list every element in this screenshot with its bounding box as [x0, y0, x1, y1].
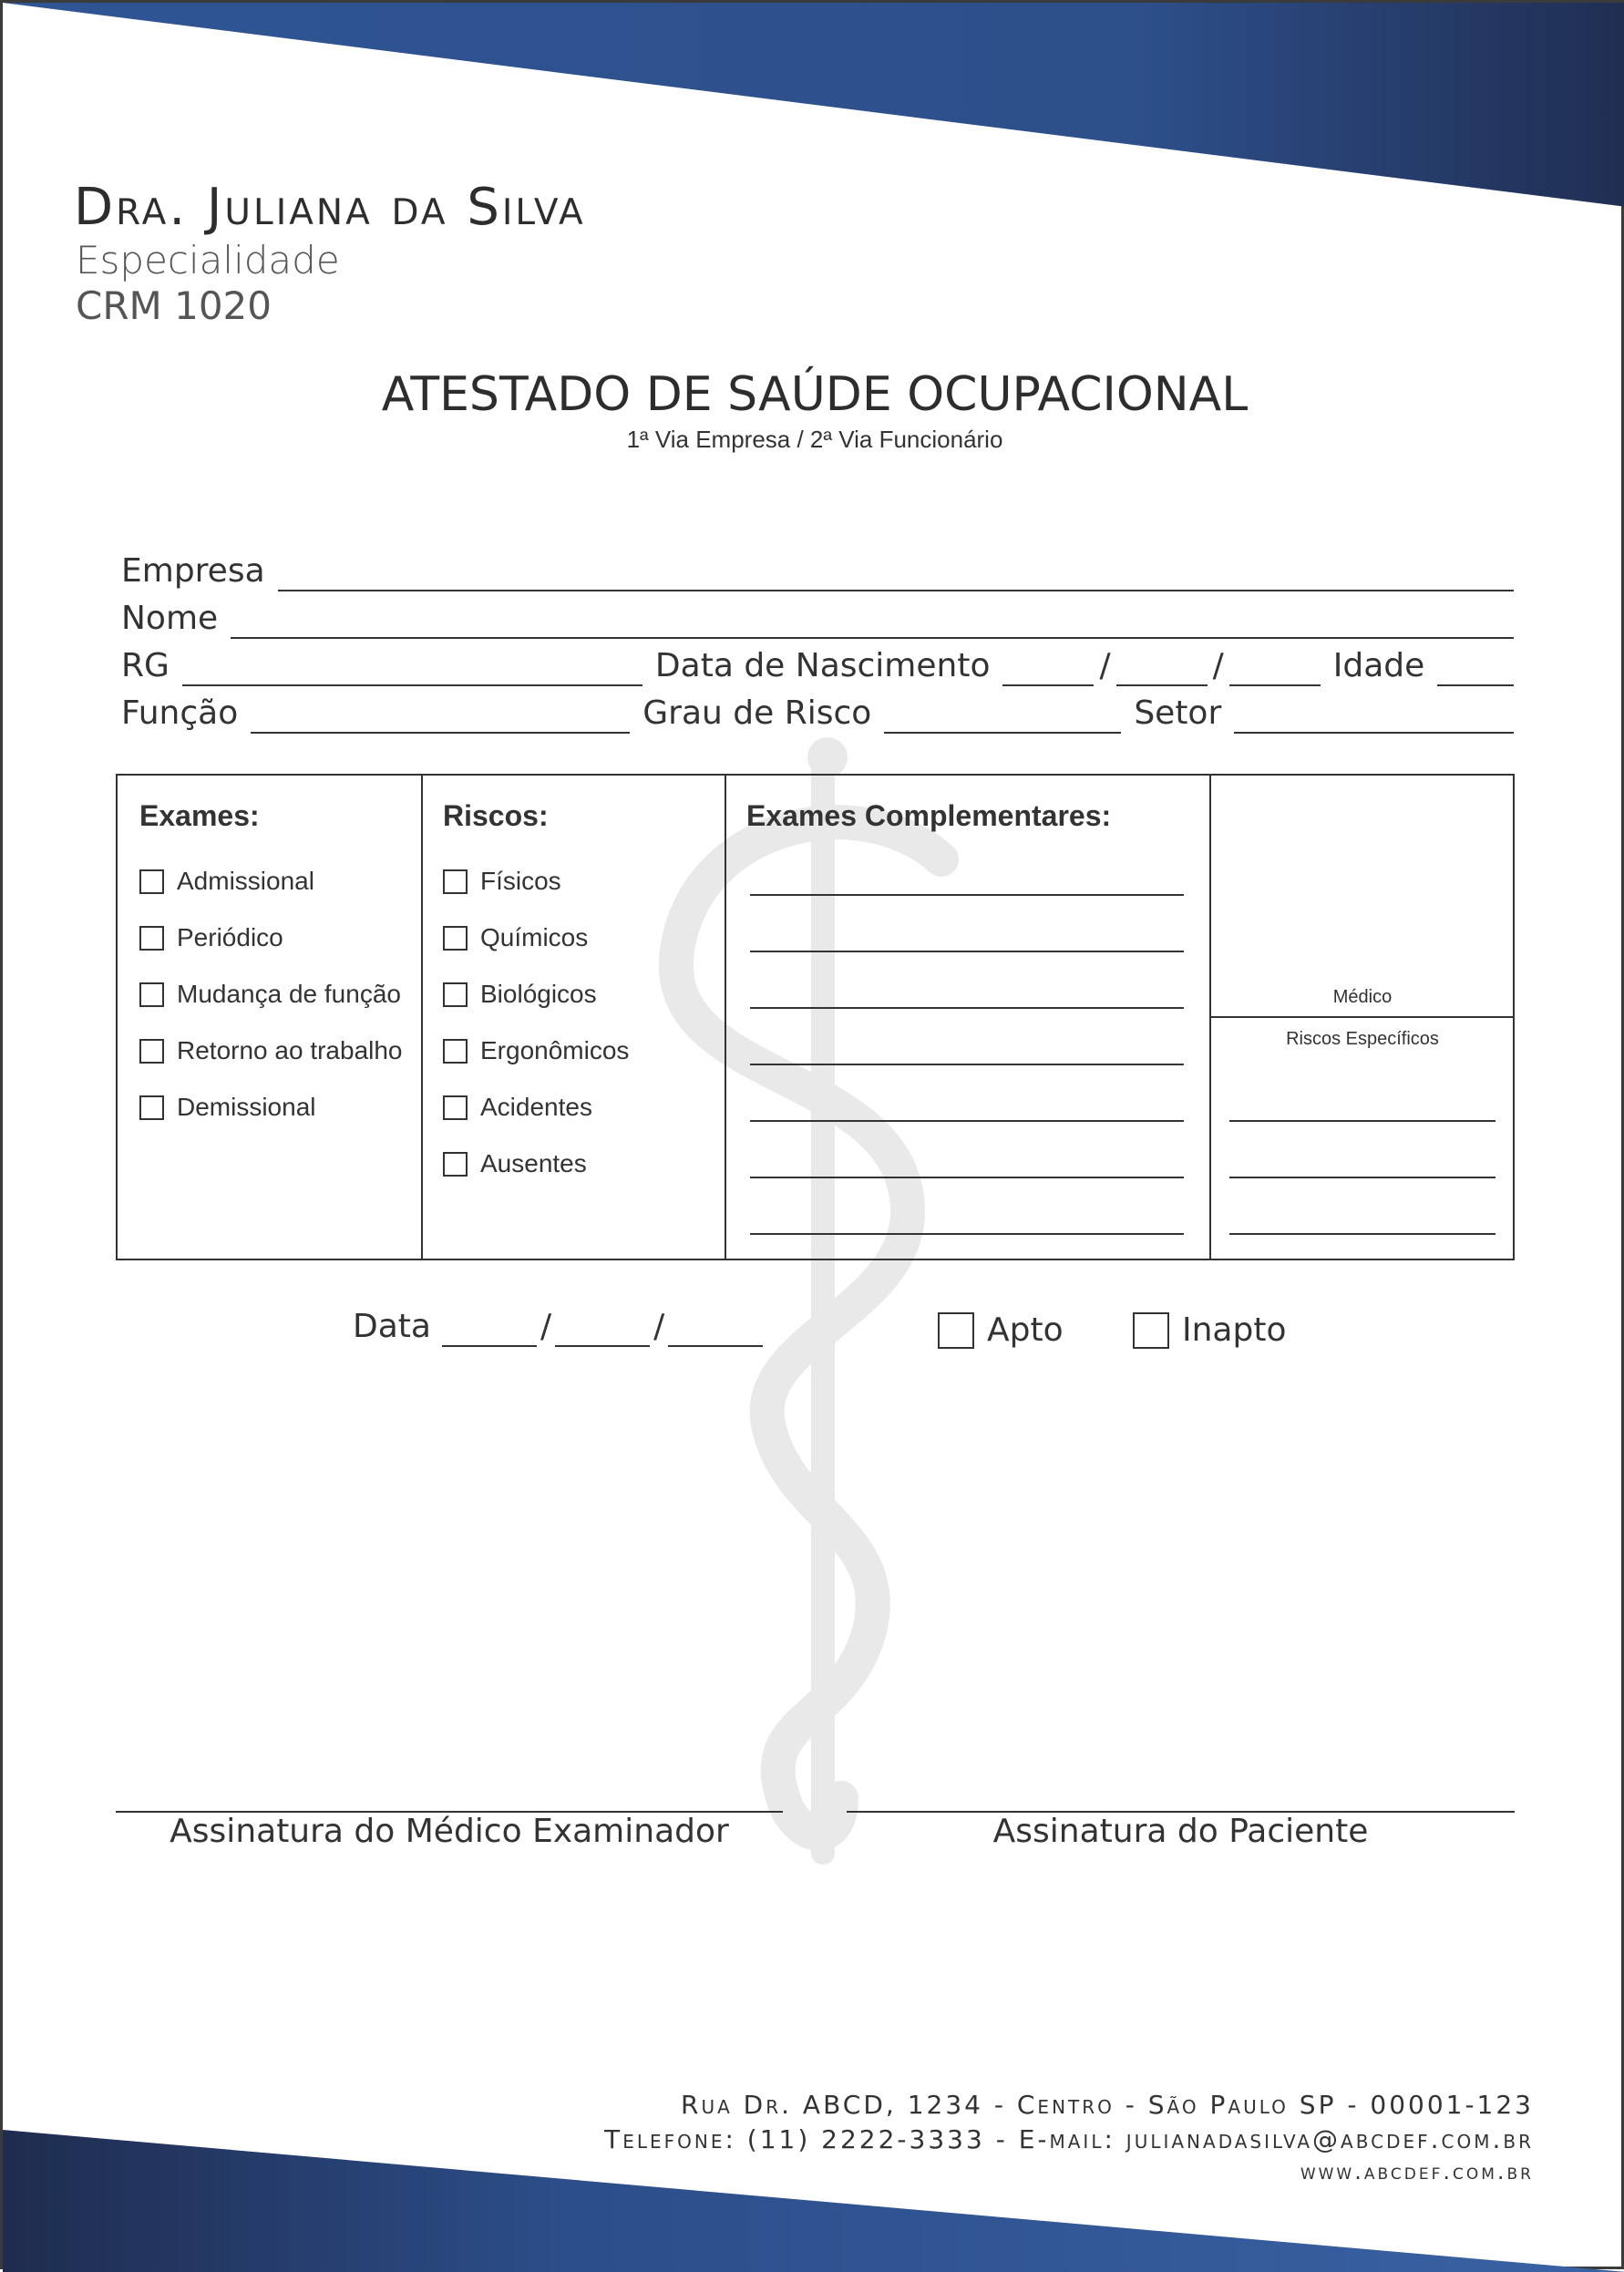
exame-label: Demissional: [177, 1093, 316, 1121]
idade-label: Idade: [1332, 647, 1425, 684]
complementar-line[interactable]: [750, 1177, 1184, 1178]
rg-label: RG: [121, 647, 170, 684]
risco-option[interactable]: [443, 980, 597, 1009]
doctor-crm: CRM 1020: [76, 283, 272, 328]
risco-label: Biológicos: [480, 980, 597, 1008]
checkbox[interactable]: [443, 982, 468, 1007]
exame-option[interactable]: [139, 867, 314, 896]
date-day-field[interactable]: [442, 1309, 537, 1347]
setor-field[interactable]: [1234, 686, 1514, 734]
inapto-label: Inapto: [1182, 1311, 1287, 1349]
birth-year-field[interactable]: [1229, 639, 1321, 686]
risco-option[interactable]: [443, 867, 561, 896]
exames-heading: Exames:: [139, 799, 260, 832]
setor-label: Setor: [1134, 694, 1222, 732]
exam-date: [353, 1308, 763, 1347]
exame-option[interactable]: [139, 1093, 316, 1122]
checkbox[interactable]: [139, 869, 164, 894]
nome-label: Nome: [121, 600, 219, 637]
risco-option[interactable]: [443, 1093, 592, 1122]
column-divider: [725, 776, 726, 1259]
exame-label: Mudança de função: [177, 980, 401, 1008]
risco-especifico-line[interactable]: [1229, 1120, 1496, 1122]
column-divider: [421, 776, 423, 1259]
risco-label: Químicos: [480, 923, 589, 951]
checkbox[interactable]: [139, 1095, 164, 1120]
risco-label: Acidentes: [480, 1093, 592, 1121]
complementar-line[interactable]: [750, 951, 1184, 952]
checkbox[interactable]: [139, 1039, 164, 1064]
funcao-field[interactable]: [251, 686, 630, 734]
document-subtitle: 1ª Via Empresa / 2ª Via Funcionário: [626, 426, 1003, 453]
checkbox[interactable]: [443, 1152, 468, 1177]
risco-label: Físicos: [480, 867, 561, 895]
complementar-line[interactable]: [750, 894, 1184, 896]
footer-contact: Telefone: (11) 2222-3333 - E-mail: julianadasilva@abcdef.com.br: [604, 2124, 1534, 2154]
medico-box-divider: [1209, 1016, 1513, 1018]
nome-field[interactable]: [231, 591, 1514, 639]
field-row-rg: [121, 641, 1514, 686]
rg-field[interactable]: [182, 639, 642, 686]
doctor-specialty: Especialidade: [76, 238, 340, 283]
top-banner: [3, 3, 1624, 207]
risco-label: Ergonômicos: [480, 1036, 630, 1064]
exam-table: [116, 774, 1515, 1260]
field-row-empresa: [121, 546, 1514, 591]
checkbox[interactable]: [443, 869, 468, 894]
inapto-option[interactable]: [1133, 1311, 1287, 1349]
riscos-heading: Riscos:: [443, 799, 549, 832]
idade-field[interactable]: [1437, 639, 1514, 686]
checkbox[interactable]: [443, 926, 468, 951]
exame-label: Admissional: [177, 867, 314, 895]
birth-month-field[interactable]: [1116, 639, 1208, 686]
apto-label: Apto: [987, 1311, 1064, 1349]
birth-day-field[interactable]: [1002, 639, 1094, 686]
data-nascimento-label: Data de Nascimento: [654, 647, 991, 684]
checkbox[interactable]: [443, 1095, 468, 1120]
risco-option[interactable]: [443, 1149, 587, 1178]
footer-address: Rua Dr. ABCD, 1234 - Centro - São Paulo SP - 00001-123: [681, 2090, 1534, 2120]
checkbox[interactable]: [139, 926, 164, 951]
apto-checkbox[interactable]: [938, 1312, 974, 1349]
checkbox[interactable]: [443, 1039, 468, 1064]
birth-slash-1: /: [1099, 647, 1111, 684]
complementar-line[interactable]: [750, 1233, 1184, 1235]
risco-option[interactable]: [443, 923, 588, 952]
exames-complementares-heading: Exames Complementares:: [746, 799, 1112, 832]
exame-option[interactable]: [139, 1036, 403, 1065]
empresa-field[interactable]: [278, 544, 1514, 591]
empresa-label: Empresa: [121, 552, 265, 590]
exame-option[interactable]: [139, 923, 283, 952]
checkbox[interactable]: [139, 982, 164, 1007]
field-row-funcao: [121, 688, 1514, 734]
complementar-line[interactable]: [750, 1064, 1184, 1065]
complementar-line[interactable]: [750, 1120, 1184, 1122]
exame-label: Retorno ao trabalho: [177, 1036, 403, 1064]
medico-label: Médico: [1332, 987, 1393, 1007]
data-label: Data: [353, 1308, 431, 1345]
complementar-line[interactable]: [750, 1007, 1184, 1009]
grau-risco-label: Grau de Risco: [642, 694, 872, 732]
birth-slash-2: /: [1212, 647, 1224, 684]
grau-risco-field[interactable]: [884, 686, 1121, 734]
risco-option[interactable]: [443, 1036, 629, 1065]
date-year-field[interactable]: [668, 1309, 763, 1347]
risco-label: Ausentes: [480, 1149, 587, 1177]
date-month-field[interactable]: [555, 1309, 650, 1347]
riscos-especificos-label: Riscos Específicos: [1286, 1029, 1439, 1049]
exame-option[interactable]: [139, 980, 401, 1009]
risco-especifico-line[interactable]: [1229, 1233, 1496, 1235]
field-row-nome: [121, 593, 1514, 639]
signature-label-paciente: Assinatura do Paciente: [992, 1813, 1369, 1850]
date-slash-2: /: [653, 1308, 665, 1345]
footer-website[interactable]: www.abcdef.com.br: [1300, 2159, 1534, 2185]
funcao-label: Função: [121, 694, 239, 732]
exame-label: Periódico: [177, 923, 283, 951]
signature-label-medico: Assinatura do Médico Examinador: [170, 1813, 729, 1850]
apto-option[interactable]: [938, 1311, 1064, 1349]
risco-especifico-line[interactable]: [1229, 1177, 1496, 1178]
inapto-checkbox[interactable]: [1133, 1312, 1169, 1349]
document-title: ATESTADO DE SAÚDE OCUPACIONAL: [381, 367, 1249, 422]
date-slash-1: /: [540, 1308, 552, 1345]
doctor-name: Dra. Juliana da Silva: [74, 178, 586, 237]
